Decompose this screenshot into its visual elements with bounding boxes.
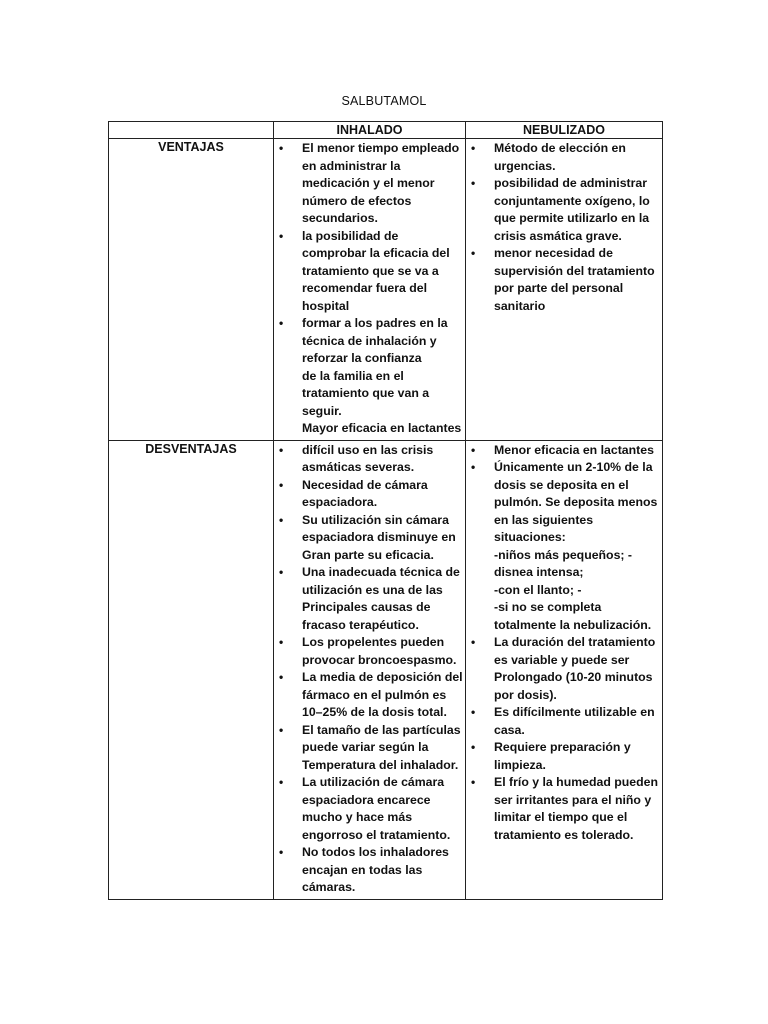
nebulizado-bullet-list: [466, 441, 662, 847]
bullet-icon: •: [279, 316, 284, 330]
header-nebulizado: NEBULIZADO: [466, 122, 663, 139]
table-header-row: [109, 122, 663, 139]
list-item: [466, 774, 660, 844]
list-item: [274, 315, 463, 438]
list-item-line: provocar broncoespasmo.: [302, 652, 457, 667]
list-item-line: conjuntamente oxígeno, lo: [494, 193, 650, 208]
list-item-line: secundarios.: [302, 211, 378, 225]
row-label: VENTAJAS: [109, 139, 274, 441]
list-item-line: fármaco en el pulmón es: [302, 687, 447, 702]
list-item-line: El frío y la humedad pueden: [494, 775, 658, 789]
bullet-icon: •: [279, 477, 284, 492]
list-item-line: asmáticas severas.: [302, 460, 415, 474]
bullet-icon: •: [471, 740, 476, 754]
list-item-line: de la familia en el: [302, 368, 404, 383]
list-item-line: Una inadecuada técnica de: [302, 565, 460, 579]
list-item-line: -con el llanto; -: [494, 582, 582, 597]
bullet-icon: •: [279, 722, 284, 737]
list-item-line: El menor tiempo empleado: [302, 141, 460, 155]
list-item: [274, 477, 463, 512]
list-item-line: Únicamente un 2-10% de la: [494, 460, 653, 474]
list-item-line: Prolongado (10-20 minutos: [494, 670, 653, 684]
table-row: [109, 139, 663, 441]
bullet-icon: •: [471, 442, 476, 457]
list-item-line: por parte del personal: [494, 281, 624, 295]
list-item-line: La media de deposición del: [302, 670, 463, 684]
list-item-line: en las siguientes: [494, 512, 594, 527]
list-item-line: recomendar fuera del: [302, 281, 428, 295]
bullet-icon: •: [279, 670, 284, 684]
list-item: [274, 442, 463, 477]
document-title: SALBUTAMOL: [341, 94, 427, 108]
list-item-line: limitar el tiempo que el: [494, 810, 628, 824]
list-item-line: Mayor eficacia en lactantes: [302, 421, 462, 435]
comparison-table: [108, 121, 663, 900]
bullet-icon: •: [471, 246, 476, 260]
nebulizado-bullet-list: [466, 139, 662, 317]
list-item-line: Los propelentes pueden: [302, 635, 445, 649]
list-item: [466, 739, 660, 774]
inhalado-bullet-list: [274, 139, 465, 440]
list-item-line: situaciones:: [494, 530, 566, 544]
nebulizado-cell: [466, 440, 663, 899]
list-item: [466, 459, 660, 634]
bullet-icon: •: [279, 442, 284, 457]
list-item-line: Temperatura del inhalador.: [302, 757, 459, 772]
list-item-line: técnica de inhalación y: [302, 333, 437, 348]
list-item: [274, 669, 463, 722]
bullet-icon: •: [279, 512, 284, 527]
list-item: [274, 634, 463, 669]
list-item-line: espaciadora.: [302, 495, 378, 509]
list-item: [466, 704, 660, 739]
list-item-line: tratamiento que se va a: [302, 263, 439, 278]
list-item-line: es variable y puede ser: [494, 652, 630, 667]
list-item-line: fracaso terapéutico.: [302, 617, 419, 632]
list-item-line: sanitario: [494, 298, 546, 313]
list-item-line: cámaras.: [302, 880, 356, 894]
list-item-line: dosis se deposita en el: [494, 477, 629, 492]
list-item-line: Gran parte su eficacia.: [302, 547, 434, 562]
list-item-line: Necesidad de cámara: [302, 477, 428, 492]
bullet-icon: •: [471, 176, 476, 190]
list-item-line: La utilización de cámara: [302, 775, 445, 789]
list-item-line: Es difícilmente utilizable en: [494, 705, 655, 719]
list-item-line: -niños más pequeños; -: [494, 547, 633, 562]
list-item-line: Principales causas de: [302, 600, 431, 614]
list-item-line: hospital: [302, 298, 350, 313]
list-item-line: medicación y el menor: [302, 176, 435, 190]
list-item-line: espaciadora encarece: [302, 792, 431, 807]
list-item-line: -si no se completa: [494, 600, 602, 614]
list-item: [466, 175, 660, 245]
bullet-icon: •: [471, 141, 476, 155]
list-item-line: espaciadora disminuye en: [302, 530, 456, 544]
list-item-line: No todos los inhaladores: [302, 845, 449, 859]
list-item: [274, 564, 463, 634]
list-item-line: seguir.: [302, 403, 342, 418]
list-item-line: tratamiento que van a: [302, 386, 430, 400]
list-item-line: en administrar la: [302, 158, 401, 173]
list-item-line: difícil uso en las crisis: [302, 442, 434, 457]
bullet-icon: •: [471, 775, 476, 789]
list-item: [274, 228, 463, 316]
header-inhalado: INHALADO: [274, 122, 466, 139]
nebulizado-cell: [466, 139, 663, 441]
bullet-icon: •: [279, 775, 284, 789]
list-item: [466, 634, 660, 704]
list-item-line: El tamaño de las partículas: [302, 722, 461, 737]
list-item: [466, 442, 660, 460]
bullet-icon: •: [279, 228, 284, 243]
list-item-line: mucho y hace más: [302, 810, 413, 824]
list-item-line: Menor eficacia en lactantes: [494, 442, 654, 457]
inhalado-cell: [274, 440, 466, 899]
inhalado-bullet-list: [274, 441, 465, 899]
bullet-icon: •: [279, 635, 284, 649]
bullet-icon: •: [279, 141, 284, 155]
list-item: [466, 140, 660, 175]
list-item: [274, 512, 463, 565]
list-item-line: menor necesidad de: [494, 246, 613, 260]
list-item-line: pulmón. Se deposita menos: [494, 495, 658, 509]
header-empty-cell: [109, 122, 274, 139]
bullet-icon: •: [279, 565, 284, 579]
list-item-line: tratamiento es tolerado.: [494, 827, 634, 842]
bullet-icon: •: [471, 460, 476, 474]
list-item-line: 10–25% de la dosis total.: [302, 705, 447, 719]
inhalado-cell: [274, 139, 466, 441]
list-item-line: número de efectos: [302, 193, 412, 208]
list-item: [466, 245, 660, 315]
table-row: [109, 440, 663, 899]
list-item-line: Su utilización sin cámara: [302, 512, 449, 527]
list-item-line: utilización es una de las: [302, 582, 443, 597]
list-item-line: puede variar según la: [302, 740, 429, 754]
list-item-line: supervisión del tratamiento: [494, 263, 655, 278]
list-item-line: comprobar la eficacia del: [302, 246, 450, 260]
list-item-line: crisis asmática grave.: [494, 228, 622, 243]
bullet-icon: •: [471, 635, 476, 649]
list-item-line: disnea intensa;: [494, 565, 584, 579]
table-body: [109, 139, 663, 900]
list-item-line: totalmente la nebulización.: [494, 617, 652, 632]
list-item-line: Requiere preparación y: [494, 740, 631, 754]
list-item-line: ser irritantes para el niño y: [494, 792, 652, 807]
list-item: [274, 140, 463, 228]
list-item-line: urgencias.: [494, 158, 556, 173]
list-item-line: posibilidad de administrar: [494, 176, 648, 190]
bullet-icon: •: [279, 845, 284, 859]
list-item-line: encajan en todas las: [302, 862, 423, 877]
row-label: DESVENTAJAS: [109, 440, 274, 899]
list-item-line: reforzar la confianza: [302, 351, 422, 365]
list-item-line: Método de elección en: [494, 141, 626, 155]
list-item-line: La duración del tratamiento: [494, 635, 656, 649]
list-item-line: formar a los padres en la: [302, 316, 448, 330]
list-item-line: engorroso el tratamiento.: [302, 827, 451, 842]
list-item-line: casa.: [494, 722, 525, 737]
list-item-line: la posibilidad de: [302, 228, 399, 243]
list-item-line: que permite utilizarlo en la: [494, 211, 650, 225]
list-item-line: por dosis).: [494, 687, 557, 702]
bullet-icon: •: [471, 705, 476, 719]
list-item: [274, 722, 463, 775]
list-item: [274, 774, 463, 844]
list-item: [274, 844, 463, 897]
list-item-line: limpieza.: [494, 757, 546, 772]
